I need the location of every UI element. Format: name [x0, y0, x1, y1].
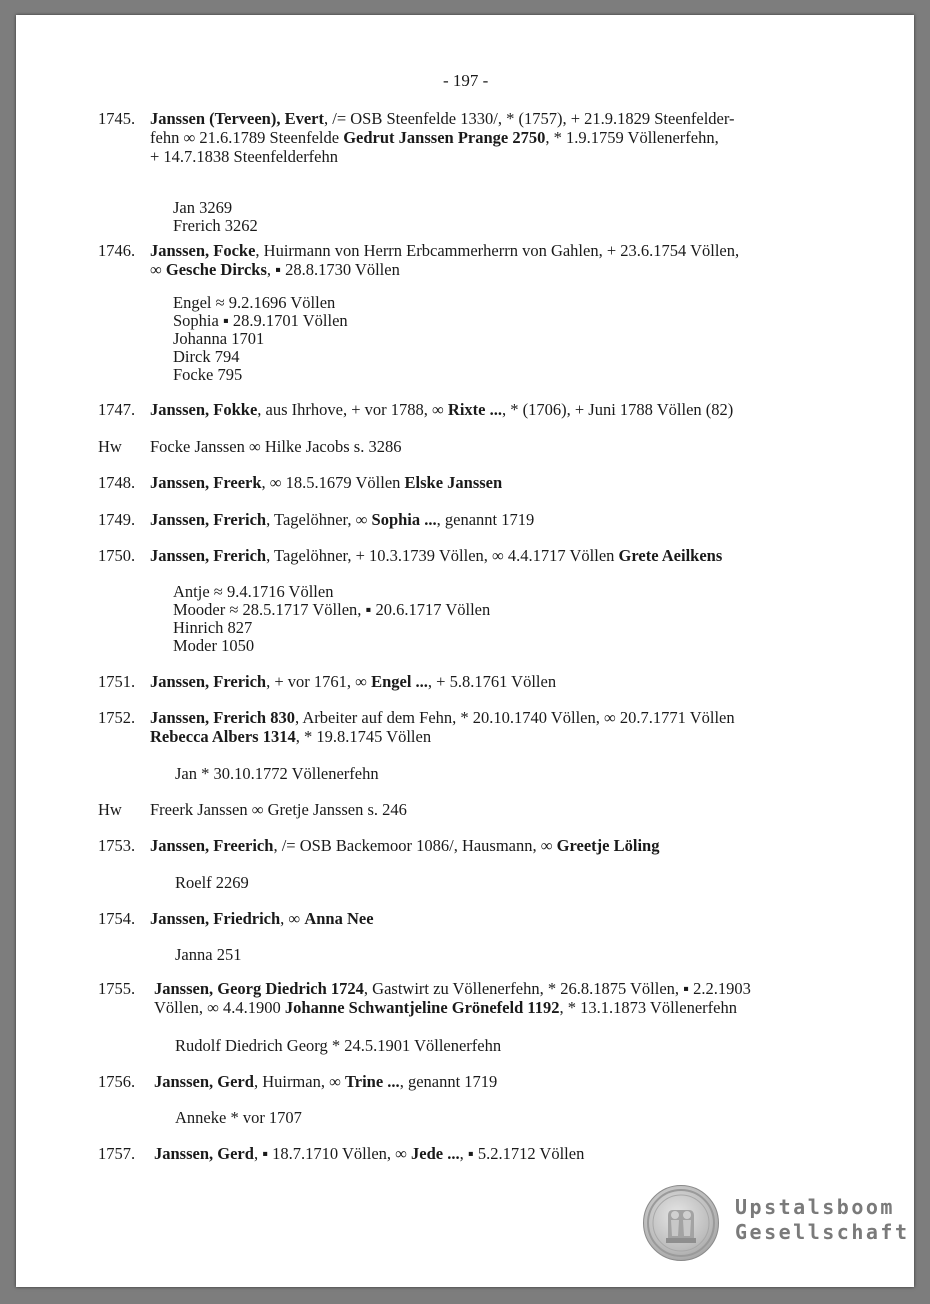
child-entry: Janna 251	[175, 945, 242, 964]
bold-name-segment: Rebecca Albers 1314	[150, 727, 296, 746]
bold-name-segment: Sophia ...	[371, 510, 437, 529]
seal-figures-icon	[644, 1186, 718, 1260]
seal-emblem-icon	[643, 1185, 719, 1261]
document-page	[16, 15, 914, 1287]
entry-number: 1752.	[98, 708, 136, 727]
bold-name-segment: Janssen, Freerk	[150, 473, 262, 492]
child-entry: Dirck 794	[173, 347, 240, 366]
entry-number: 1746.	[98, 241, 136, 260]
entry-1747	[98, 400, 858, 419]
text-segment: , * 13.1.1873 Völlenerfehn	[559, 998, 737, 1017]
text-segment: , ∞	[280, 909, 305, 928]
entry-1745	[98, 109, 858, 166]
entry-1755	[98, 979, 858, 1017]
text-segment: Völlen, ∞ 4.4.1900	[154, 998, 285, 1017]
children-list	[173, 582, 490, 654]
entry-1754	[98, 909, 858, 928]
child-entry: Focke 795	[173, 365, 243, 384]
logo-line-1: Upstalsboom	[735, 1195, 895, 1219]
bold-name-segment: Janssen, Gerd	[154, 1072, 254, 1091]
entry-text	[150, 909, 858, 928]
child-entry: Mooder ≈ 28.5.1717 Völlen, ▪ 20.6.1717 Völlen	[173, 600, 491, 619]
text-segment: , genannt 1719	[436, 510, 535, 529]
text-segment: fehn ∞ 21.6.1789 Steenfelde	[150, 128, 344, 147]
child-entry: Anneke * vor 1707	[175, 1108, 302, 1127]
upstalsboom-logo	[643, 1185, 910, 1261]
text-segment: , Tagelöhner, ∞	[266, 510, 372, 529]
entry-hw	[98, 437, 858, 456]
entry-text	[154, 1072, 858, 1091]
text-segment: , ▪ 5.2.1712 Völlen	[459, 1144, 585, 1163]
logo-line-2: Gesellschaft	[735, 1220, 910, 1244]
child-entry: Engel ≈ 9.2.1696 Völlen	[173, 293, 336, 312]
entry-number: 1749.	[98, 510, 136, 529]
entry-text	[150, 400, 858, 419]
entry-text	[150, 672, 858, 691]
entry-text	[150, 510, 858, 529]
bold-name-segment: Janssen, Frerich	[150, 510, 267, 529]
entry-text	[150, 836, 858, 855]
entry-text	[150, 109, 858, 166]
bold-name-segment: Gedrut Janssen Prange 2750	[343, 128, 546, 147]
bold-name-segment: Janssen, Freerich	[150, 836, 274, 855]
text-segment: , /= OSB Steenfelde 1330/, * (1757), + 21.9.1829 Steenfelder-	[324, 109, 735, 128]
text-segment: , Tagelöhner, + 10.3.1739 Völlen, ∞ 4.4.1717 Völlen	[266, 546, 619, 565]
bold-name-segment: Trine ...	[344, 1072, 400, 1091]
entry-text	[154, 1144, 858, 1163]
entry-text	[150, 473, 858, 492]
child-entry: Frerich 3262	[173, 216, 258, 235]
text-segment: , aus Ihrhove, + vor 1788, ∞	[257, 400, 448, 419]
bold-name-segment: Rixte ...	[447, 400, 502, 419]
child-entry: Johanna 1701	[173, 329, 265, 348]
bold-name-segment: Gesche Dircks	[165, 260, 267, 279]
entry-1750	[98, 546, 858, 565]
text-segment: , /= OSB Backemoor 1086/, Hausmann, ∞	[273, 836, 557, 855]
entry-number: 1750.	[98, 546, 136, 565]
page-number: - 197 -	[443, 71, 489, 90]
entry-1757	[98, 1144, 858, 1163]
entry-number: 1757.	[98, 1144, 136, 1163]
text-segment: , ▪ 18.7.1710 Völlen, ∞	[253, 1144, 412, 1163]
page-content	[16, 15, 914, 1287]
bold-name-segment: Janssen, Georg Diedrich 1724	[154, 979, 364, 998]
bold-name-segment: Johanne Schwantjeline Grönefeld 1192	[284, 998, 560, 1017]
text-segment: , Arbeiter auf dem Fehn, * 20.10.1740 Völlen, ∞ 20.7.1771 Völlen	[294, 708, 735, 727]
logo-text	[735, 1195, 910, 1245]
children-list	[173, 198, 258, 234]
bold-name-segment: Grete Aeilkens	[618, 546, 723, 565]
bold-name-segment: Janssen, Focke	[150, 241, 256, 260]
text-segment: , ▪ 28.8.1730 Völlen	[266, 260, 400, 279]
entry-1749	[98, 510, 858, 529]
bold-name-segment: Greetje Löling	[556, 836, 660, 855]
entry-number: Hw	[98, 800, 122, 819]
child-entry: Roelf 2269	[175, 873, 249, 892]
entry-text	[150, 437, 858, 456]
bold-name-segment: Janssen, Frerich	[150, 546, 267, 565]
text-segment: , * 1.9.1759 Völlenerfehn,	[545, 128, 719, 147]
text-segment: , * (1706), + Juni 1788 Völlen (82)	[501, 400, 734, 419]
text-segment: , + 5.8.1761 Völlen	[427, 672, 557, 691]
bold-name-segment: Jede ...	[411, 1144, 460, 1163]
text-segment: Focke Janssen ∞ Hilke Jacobs s. 3286	[150, 437, 402, 456]
child-entry: Jan 3269	[173, 198, 233, 217]
entry-1748	[98, 473, 858, 492]
text-segment: , Huirmann von Herrn Erbcammerherrn von Gahlen, + 23.6.1754 Völlen,	[255, 241, 740, 260]
text-segment: ∞	[150, 260, 166, 279]
entry-text	[150, 241, 858, 279]
entry-number: 1755.	[98, 979, 136, 998]
text-segment: Freerk Janssen ∞ Gretje Janssen s. 246	[150, 800, 407, 819]
entry-hw	[98, 800, 858, 819]
entry-number: 1748.	[98, 473, 136, 492]
text-segment: , genannt 1719	[399, 1072, 498, 1091]
entry-number: 1745.	[98, 109, 136, 128]
entry-1746	[98, 241, 858, 279]
text-segment: , * 19.8.1745 Völlen	[295, 727, 432, 746]
entry-1751	[98, 672, 858, 691]
child-entry: Jan * 30.10.1772 Völlenerfehn	[175, 764, 379, 783]
bold-name-segment: Janssen, Frerich 830	[150, 708, 295, 727]
entry-number: Hw	[98, 437, 122, 456]
entry-text	[150, 708, 858, 746]
entry-text	[154, 979, 858, 1017]
entry-1756	[98, 1072, 858, 1091]
bold-name-segment: Janssen, Frerich	[150, 672, 267, 691]
entry-number: 1751.	[98, 672, 136, 691]
entry-text	[150, 800, 858, 819]
bold-name-segment: Janssen (Terveen), Evert	[150, 109, 324, 128]
bold-name-segment: Janssen, Fokke	[150, 400, 258, 419]
entry-number: 1756.	[98, 1072, 136, 1091]
children-list	[173, 293, 348, 383]
entry-text	[150, 546, 858, 565]
entry-number: 1753.	[98, 836, 136, 855]
text-segment: , Huirman, ∞	[253, 1072, 345, 1091]
child-entry: Moder 1050	[173, 636, 255, 655]
entry-number: 1747.	[98, 400, 136, 419]
bold-name-segment: Engel ...	[371, 672, 428, 691]
text-segment: , ∞ 18.5.1679 Völlen	[261, 473, 405, 492]
child-entry: Hinrich 827	[173, 618, 253, 637]
entry-1752	[98, 708, 858, 746]
child-entry: Rudolf Diedrich Georg * 24.5.1901 Völlenerfehn	[175, 1036, 502, 1055]
text-segment: , + vor 1761, ∞	[266, 672, 372, 691]
bold-name-segment: Elske Janssen	[404, 473, 503, 492]
text-segment: , Gastwirt zu Völlenerfehn, * 26.8.1875 Völlen, ▪ 2.2.1903	[363, 979, 751, 998]
entry-number: 1754.	[98, 909, 136, 928]
text-segment: + 14.7.1838 Steenfelderfehn	[150, 147, 339, 166]
child-entry: Sophia ▪ 28.9.1701 Völlen	[173, 311, 348, 330]
entry-1753	[98, 836, 858, 855]
bold-name-segment: Janssen, Gerd	[154, 1144, 254, 1163]
bold-name-segment: Janssen, Friedrich	[150, 909, 281, 928]
child-entry: Antje ≈ 9.4.1716 Völlen	[173, 582, 334, 601]
bold-name-segment: Anna Nee	[304, 909, 374, 928]
